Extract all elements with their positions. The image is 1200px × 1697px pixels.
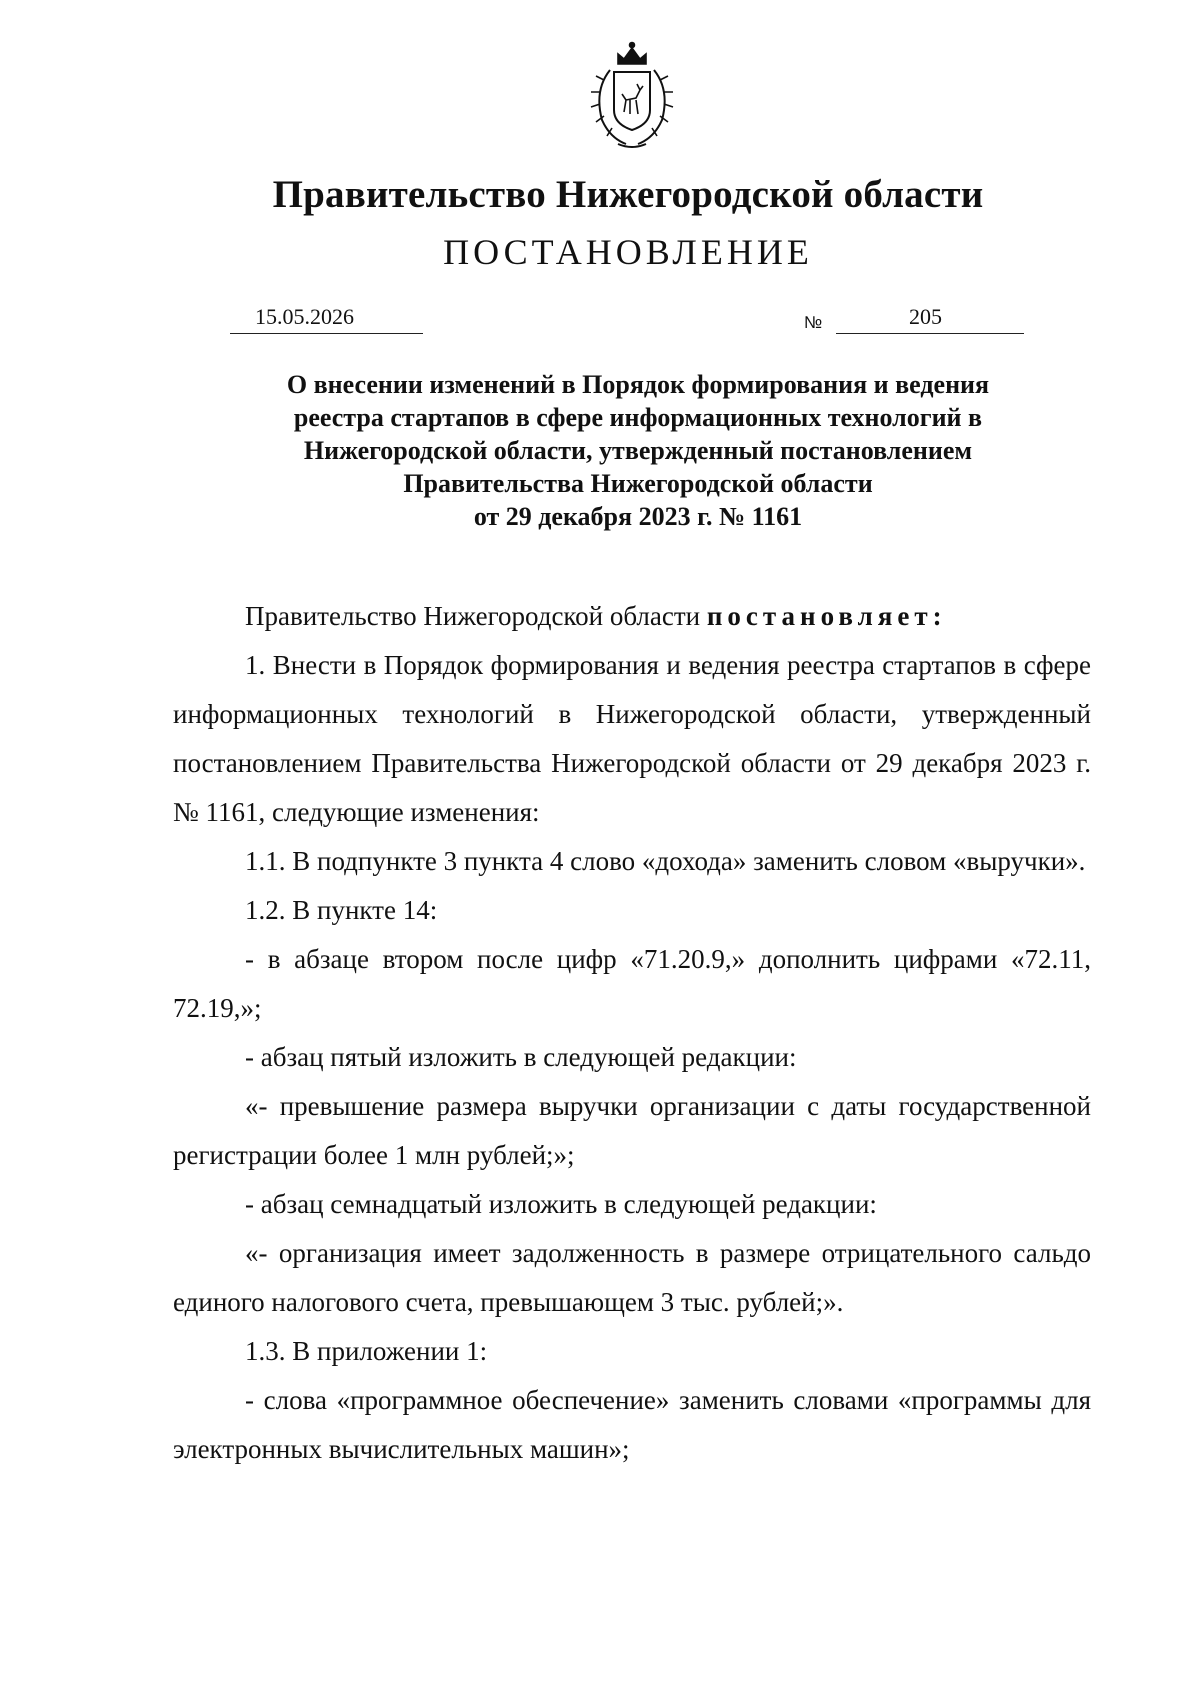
- document-date-field: [230, 303, 423, 334]
- resolution-intro: [173, 592, 1091, 641]
- body-paragraph: - абзац семнадцатый изложить в следующей редакции:: [245, 1189, 877, 1219]
- body-paragraph: 1. Внести в Порядок формирования и ведения реестра стартапов в сфере информационных технологий в Нижегородской области, утвержденный постановлением Правительства Нижегородской области от 29 декабря 2023 г. № 1161, следующие изменения:: [173, 650, 1091, 827]
- body-paragraph: - абзац пятый изложить в следующей редакции:: [245, 1042, 797, 1072]
- document-number: 205: [909, 304, 942, 329]
- subject-line: Нижегородской области, утвержденный постановлением: [303, 436, 973, 465]
- body-paragraph: 1.3. В приложении 1:: [245, 1336, 488, 1366]
- document-body: [173, 592, 1091, 1474]
- subject-line: О внесении изменений в Порядок формирования и ведения: [286, 370, 990, 399]
- number-label: №: [804, 313, 823, 332]
- coat-of-arms-emblem: [580, 40, 684, 152]
- body-paragraph: «- организация имеет задолженность в размере отрицательного сальдо единого налогового счета, превышающем 3 тыс. рублей;».: [173, 1238, 1091, 1317]
- document-subject: [220, 368, 1056, 533]
- document-number-field: [836, 303, 1024, 334]
- body-paragraph: - слова «программное обеспечение» заменить словами «программы для электронных вычислительных машин»;: [173, 1385, 1091, 1464]
- intro-suffix: :: [932, 601, 947, 631]
- body-paragraph: 1.2. В пункте 14:: [245, 895, 438, 925]
- intro-verb: постановляет: [706, 601, 933, 631]
- intro-prefix: Правительство Нижегородской области: [245, 601, 707, 631]
- subject-line: реестра стартапов в сфере информационных технологий в: [293, 403, 983, 432]
- subject-line: Правительства Нижегородской области: [403, 469, 873, 498]
- body-paragraph: - в абзаце втором после цифр «71.20.9,» дополнить цифрами «72.11, 72.19,»;: [173, 944, 1091, 1023]
- document-date: 15.05.2026: [255, 304, 354, 329]
- government-title: Правительство Нижегородской области: [272, 173, 984, 216]
- subject-line: от 29 декабря 2023 г. № 1161: [473, 502, 803, 531]
- document-type-title: ПОСТАНОВЛЕНИЕ: [443, 232, 813, 272]
- body-paragraph: «- превышение размера выручки организации с даты государственной регистрации более 1 млн рублей;»;: [173, 1091, 1091, 1170]
- body-paragraph: 1.1. В подпункте 3 пункта 4 слово «дохода» заменить словом «выручки».: [245, 846, 1086, 876]
